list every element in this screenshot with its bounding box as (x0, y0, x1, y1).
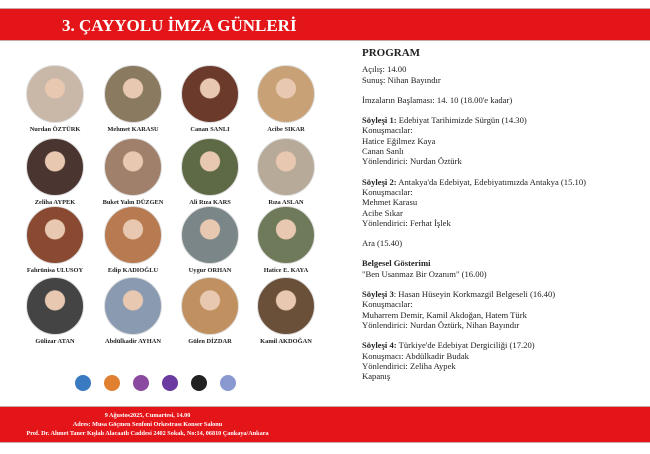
speaker-photo (26, 277, 84, 335)
speaker-name: Kamil AKDOĞAN (260, 338, 312, 345)
speaker-name: Rıza ASLAN (268, 199, 304, 206)
speaker-card (17, 277, 93, 345)
program-section (362, 48, 586, 391)
speaker-photo (181, 277, 239, 335)
speaker-photo (181, 65, 239, 123)
talk-2: Söyleşi 2: Antakya'da Edebiyat, Edebiyatımızda Antakya (15.10) Konuşmacılar: Mehmet Karasu Acibe Sıkar Yönlendirici: Ferhat İşlek (362, 176, 586, 228)
speaker-photo (257, 138, 315, 196)
speaker-photo (257, 277, 315, 335)
logo-5-icon (191, 375, 207, 391)
speaker-photo (26, 65, 84, 123)
speaker-photo (181, 206, 239, 264)
speaker-name: Acibe SIKAR (267, 126, 305, 133)
logo-3-icon (133, 375, 149, 391)
speaker-card (17, 206, 93, 274)
opening-block (362, 64, 586, 85)
talk-1: Söyleşi 1: Edebiyat Tarihimizde Sürgün (14.30) Konuşmacılar: Hatice Eğilmez Kaya Canan Sanlı Yönlendirici: Nurdan Öztürk (362, 115, 527, 167)
speaker-name: Fahrünisa ULUSOY (26, 267, 84, 274)
speaker-name: Buket Yalın DÜZGEN (102, 199, 164, 206)
speaker-card (172, 138, 248, 206)
host: Sunuş: Nihan Bayındır (362, 74, 441, 85)
page-title: 3. ÇAYYOLU İMZA GÜNLERİ (62, 16, 297, 35)
logo-6-icon (220, 375, 236, 391)
speaker-photo (181, 138, 239, 196)
speaker-card (248, 277, 324, 345)
speaker-name: Hatice E. KAYA (263, 267, 309, 274)
logo-2-icon (104, 375, 120, 391)
signing: İmzaların Başlaması: 14. 10 (18.00'e kadar) (362, 94, 513, 105)
speaker-name: Gülen DİZDAR (188, 338, 232, 345)
speaker-name: Nurdan ÖZTÜRK (29, 126, 81, 133)
speaker-card (248, 206, 324, 274)
speaker-photo (104, 138, 162, 196)
speaker-card (17, 138, 93, 206)
speaker-card (17, 65, 93, 133)
speaker-photo (26, 138, 84, 196)
speaker-name: Abdülkadir AYHAN (105, 338, 161, 345)
talk-3: Söyleşi 3: Hasan Hüseyin Korkmazgil Belgeseli (16.40) Konuşmacılar: Muharrem Demir, Kamil Akdoğan, Hatem Türk Yönlendirici: Nurdan Öztürk, Nihan Bayındır (362, 289, 556, 330)
speaker-card (95, 65, 171, 133)
opening: Açılış: 14.00 (362, 64, 407, 75)
speaker-name: Gülizar ATAN (35, 338, 75, 345)
speaker-name: Edip KADIOĞLU (107, 267, 159, 274)
speaker-photo (104, 206, 162, 264)
speaker-card (95, 138, 171, 206)
speaker-name: Canan SANLI (190, 126, 230, 133)
speaker-photo (257, 206, 315, 264)
speaker-name: Uygur ORHAN (188, 267, 232, 274)
speaker-card (95, 206, 171, 274)
speaker-name: Zeliha AYPEK (34, 199, 76, 206)
logo-4-icon (162, 375, 178, 391)
event-street: Prof. Dr. Ahmet Taner Kışlalı Alacaatlı Caddesi 2402 Sokak, No:14, 06810 Çankaya/Ankara (26, 430, 269, 437)
speaker-card (172, 277, 248, 345)
speaker-name: Mehmet KARASU (107, 126, 159, 133)
header-banner (0, 8, 650, 41)
speaker-name: Ali Rıza KARS (189, 199, 231, 206)
speaker-card (172, 206, 248, 274)
sponsor-logos (75, 375, 236, 391)
program-title: PROGRAM (362, 47, 421, 59)
speaker-card (172, 65, 248, 133)
documentary: Belgesel Gösterimi "Ben Usanmaz Bir Ozanım" (16.00) (362, 258, 487, 279)
speaker-card (95, 277, 171, 345)
event-date: 9 Ağustos2025, Cumartesi, 14.00 (104, 412, 191, 419)
speaker-photo (104, 277, 162, 335)
speaker-photo (104, 65, 162, 123)
break: Ara (15.40) (362, 238, 403, 249)
speaker-photo (26, 206, 84, 264)
speaker-card (248, 65, 324, 133)
speaker-card (248, 138, 324, 206)
talk-4: Söyleşi 4: Türkiye'de Edebiyat Dergiciliği (17.20) Konuşmacı: Abdülkadir Budak Yönlendirici: Zeliha Aypek Kapanış (362, 340, 535, 382)
footer-banner (0, 406, 650, 443)
logo-1-icon (75, 375, 91, 391)
event-address: Adres: Musa Göçmen Senfoni Orkestrası Konser Salonu (72, 421, 223, 428)
speaker-photo (257, 65, 315, 123)
